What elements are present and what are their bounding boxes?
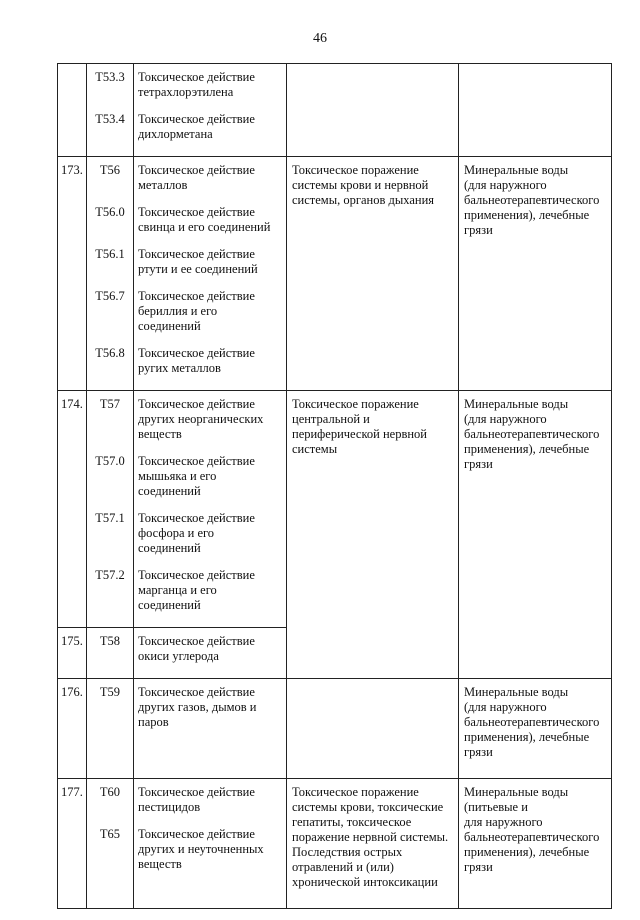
disease-name-line: Токсическое действие [138,827,255,841]
name-entry [138,112,282,142]
indication-line: периферической нервной [292,427,427,441]
healing-factor-line: Минеральные воды [464,685,569,699]
table-row [58,679,612,779]
indication-line: гепатиты, токсическое [292,815,412,829]
icd-code: T57 [99,397,121,411]
code-spacer [87,127,133,142]
code-spacer [87,700,133,715]
code-spacer [87,469,133,484]
icd-code: T57.1 [95,511,125,525]
disease-name-line: Токсическое действие [138,785,255,799]
code-spacer [87,427,133,442]
disease-name-line: мышьяка и его [138,469,217,483]
code-spacer [87,412,133,427]
healing-factor-line: (для наружного [464,178,547,192]
name-entry [138,289,282,334]
healing-factor-line: (для наружного [464,412,547,426]
code-spacer [87,541,133,556]
disease-name-line: фосфора и его [138,526,215,540]
indication-line: центральной и [292,412,370,426]
page-number: 46 [313,31,327,46]
row-number-cell [58,64,87,157]
disease-name-line: Токсическое действие [138,289,255,303]
code-entry [87,511,133,556]
row-number: 173. [61,163,83,177]
disease-name-line: Токсическое действие [138,634,255,648]
indication-line: системы крови, токсические [292,800,444,814]
healing-factor-line: применения), лечебные [464,442,590,456]
name-entry [138,511,282,556]
indication-line: Токсическое поражение [292,785,419,799]
icd-code: T53.4 [95,112,125,126]
disease-name-line: пестицидов [138,800,201,814]
name-entry [138,163,282,193]
healing-factor-line: (питьевые и [464,800,528,814]
code-entry [87,685,133,730]
healing-factors-cell [459,391,612,679]
indication-cell [287,391,459,679]
healing-factor-line: Минеральные воды [464,397,569,411]
table-row [58,779,612,909]
name-entry [138,205,282,235]
icd-code-cell [87,679,134,779]
healing-factors-cell [459,64,612,157]
name-entry [138,454,282,499]
healing-factor-line: Минеральные воды [464,163,569,177]
row-number-cell [58,157,87,391]
icd-code: T58 [99,634,121,648]
disease-name-line: тетрахлорэтилена [138,85,234,99]
code-spacer [87,857,133,872]
indication-cell [287,157,459,391]
name-entry [138,346,282,376]
icd-code: T59 [99,685,121,699]
code-spacer [87,842,133,857]
healing-factors-cell [459,779,612,909]
indication-line: Токсическое поражение [292,397,419,411]
code-entry [87,634,133,664]
name-entry [138,70,282,100]
row-number [58,64,86,70]
code-entry [87,112,133,142]
icd-code: T57.2 [95,568,125,582]
icd-code: T56.7 [95,289,125,303]
code-entry [87,70,133,100]
disease-name-line: свинца и его соединений [138,220,271,234]
icd-code: T56.8 [95,346,125,360]
healing-factor-line: для наружного [464,815,543,829]
code-entry [87,568,133,613]
code-spacer [87,649,133,664]
healing-factor-line: Минеральные воды [464,785,569,799]
disease-name-line: Токсическое действие [138,163,255,177]
row-number: 177. [61,785,83,799]
icd-code-cell [87,64,134,157]
disease-name-line: Токсическое действие [138,685,255,699]
icd-code-cell [87,628,134,679]
disease-name-line: соединений [138,319,201,333]
disease-name-cell [134,628,287,679]
disease-name-cell [134,64,287,157]
icd-code: T56.0 [95,205,125,219]
code-spacer [87,319,133,334]
disease-name-line: металлов [138,178,188,192]
disease-name-line: других и неуточненных [138,842,264,856]
indication-line: системы, органов дыхания [292,193,435,207]
healing-factor-line: бальнеотерапевтического [464,715,600,729]
icd-code: T56.1 [95,247,125,261]
indication-line: Токсическое поражение [292,163,419,177]
indication-line: хронической интоксикации [292,875,438,889]
disease-name-line: Токсическое действие [138,112,255,126]
disease-name-line: окиси углерода [138,649,219,663]
code-entry [87,205,133,235]
name-entry [138,634,282,664]
code-entry [87,785,133,815]
row-number: 176. [61,685,83,699]
row-number-cell [58,679,87,779]
name-entry [138,827,282,872]
disease-name-line: Токсическое действие [138,346,255,360]
indication-line: поражение нервной системы. [292,830,449,844]
code-entry [87,397,133,442]
disease-name-line: Токсическое действие [138,397,255,411]
disease-name-cell [134,157,287,391]
healing-factor-line: грязи [464,457,493,471]
healing-factor-line: бальнеотерапевтического [464,830,600,844]
code-spacer [87,361,133,376]
healing-factor-line: применения), лечебные [464,845,590,859]
name-entry [138,685,282,730]
disease-name-line: Токсическое действие [138,205,255,219]
disease-name-line: Токсическое действие [138,247,255,261]
disease-name-line: Токсическое действие [138,511,255,525]
code-entry [87,289,133,334]
table-row [58,64,612,157]
code-spacer [87,526,133,541]
disease-name-line: соединений [138,541,201,555]
code-spacer [87,800,133,815]
disease-name-line: Токсическое действие [138,70,255,84]
code-spacer [87,484,133,499]
indication-line: системы крови и нервной [292,178,429,192]
healing-factor-line: (для наружного [464,700,547,714]
code-entry [87,346,133,376]
disease-name-line: других неорганических [138,412,264,426]
icd-code-cell [87,157,134,391]
disease-name-line: веществ [138,857,182,871]
disease-name-cell [134,391,287,628]
code-entry [87,247,133,277]
icd-code: T53.3 [95,70,125,84]
disease-name-line: бериллия и его [138,304,218,318]
row-number-cell [58,779,87,909]
code-spacer [87,178,133,193]
indication-line: системы [292,442,338,456]
row-number: 175. [61,634,83,648]
icd-code: T56 [99,163,121,177]
healing-factor-line: бальнеотерапевтического [464,193,600,207]
healing-factor-line: бальнеотерапевтического [464,427,600,441]
table-row [58,157,612,391]
disease-name-line: марганца и его [138,583,217,597]
indication-cell [287,779,459,909]
disease-name-line: соединений [138,484,201,498]
table-row [58,391,612,628]
code-entry [87,827,133,872]
row-number-cell [58,628,87,679]
name-entry [138,247,282,277]
disease-name-line: дихлорметана [138,127,213,141]
name-entry [138,785,282,815]
icd-code: T65 [99,827,121,841]
code-spacer [87,262,133,277]
row-number: 174. [61,397,83,411]
code-entry [87,163,133,193]
healing-factors-cell [459,679,612,779]
disease-name-line: веществ [138,427,182,441]
row-number-cell [58,391,87,628]
code-spacer [87,220,133,235]
healing-factor-line: грязи [464,223,493,237]
healing-factors-cell [459,157,612,391]
code-entry [87,454,133,499]
indication-cell [287,64,459,157]
code-spacer [87,598,133,613]
code-spacer [87,304,133,319]
indication-line: Последствия острых [292,845,403,859]
healing-factor-line: грязи [464,860,493,874]
healing-factor-line: грязи [464,745,493,759]
disease-name-line: соединений [138,598,201,612]
disease-name-line: Токсическое действие [138,568,255,582]
code-spacer [87,715,133,730]
disease-name-cell [134,779,287,909]
disease-name-line: ругих металлов [138,361,221,375]
icd-code: T60 [99,785,121,799]
code-spacer [87,583,133,598]
icd-code-cell [87,391,134,628]
disease-name-line: Токсическое действие [138,454,255,468]
code-spacer [87,85,133,100]
name-entry [138,397,282,442]
disease-name-cell [134,679,287,779]
indication-line: отравлений и (или) [292,860,394,874]
name-entry [138,568,282,613]
treatment-table [57,63,612,909]
healing-factor-line: применения), лечебные [464,208,590,222]
healing-factor-line: применения), лечебные [464,730,590,744]
icd-code-cell [87,779,134,909]
disease-name-line: паров [138,715,169,729]
disease-name-line: ртути и ее соединений [138,262,258,276]
indication-cell [287,679,459,779]
icd-code: T57.0 [95,454,125,468]
disease-name-line: других газов, дымов и [138,700,257,714]
